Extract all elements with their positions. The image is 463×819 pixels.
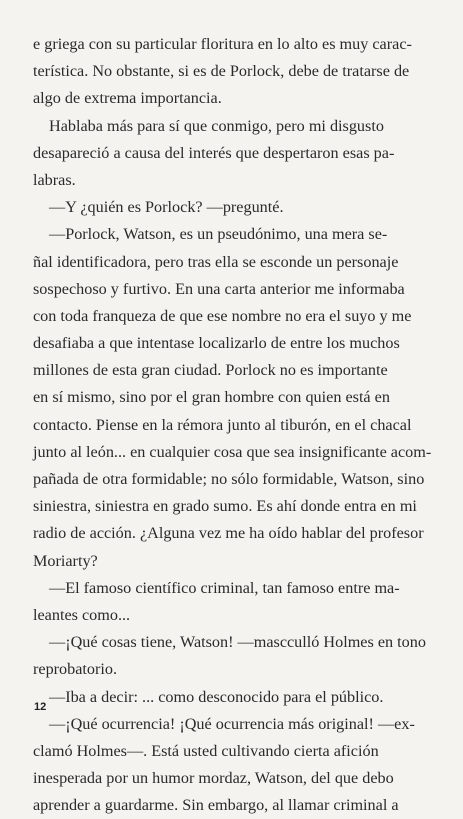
body-text: [33, 31, 437, 819]
text-line: inesperada por un humor mordaz, Watson, del que debo: [33, 769, 394, 788]
text-line: ñal identificadora, pero tras ella se esconde un personaje: [33, 252, 399, 271]
text-line: algo de extrema importancia.: [33, 89, 222, 108]
text-line: con toda franqueza de que ese nombre no era el suyo y me: [33, 306, 412, 325]
text-line: reprobatorio.: [33, 660, 118, 679]
text-line: sospechoso y furtivo. En una carta anterior me informaba: [33, 279, 405, 298]
text-line: contacto. Piense en la rémora junto al tiburón, en el chacal: [33, 415, 412, 434]
text-line: clamó Holmes—. Está usted cultivando cierta afición: [33, 741, 379, 760]
text-line: e griega con su particular floritura en lo alto es muy carac-: [33, 35, 412, 53]
text-line: radio de acción. ¿Alguna vez me ha oído hablar del profesor: [33, 524, 424, 543]
text-line: —El famoso científico criminal, tan famoso entre ma-: [49, 578, 400, 597]
text-line: desapareció a causa del interés que despertaron esas pa-: [33, 143, 395, 162]
text-line: labras.: [33, 170, 76, 189]
text-line: terística. No obstante, si es de Porlock, debe de tratarse de: [33, 62, 410, 81]
text-line: —¡Qué ocurrencia! ¡Qué ocurrencia más original! —ex-: [49, 714, 415, 733]
text-line: leantes como...: [33, 605, 131, 624]
text-line: millones de esta gran ciudad. Porlock no es importante: [33, 361, 388, 380]
text-line: Hablaba más para sí que conmigo, pero mi disgusto: [49, 116, 384, 135]
text-line: —Iba a decir: ... como desconocido para el público.: [49, 687, 384, 706]
text-line: —Porlock, Watson, es un pseudónimo, una mera se-: [49, 225, 388, 244]
text-line: junto al león... en cualquier cosa que sea insignificante acom-: [33, 442, 432, 461]
text-line: pañada de otra formidable; no sólo formidable, Watson, sino: [33, 470, 425, 488]
text-line: —Y ¿quién es Porlock? —pregunté.: [49, 198, 284, 217]
text-line: desafiaba a que intentase localizarlo de entre los muchos: [33, 334, 400, 353]
page-number: 12: [34, 701, 47, 713]
text-line: en sí mismo, sino por el gran hombre con quien está en: [33, 388, 390, 407]
text-line: aprender a guardarme. Sin embargo, al llamar criminal a: [33, 796, 399, 815]
text-line: —¡Qué cosas tiene, Watson! —mascculló Holmes en tono: [49, 633, 426, 652]
text-line: Moriarty?: [33, 551, 98, 570]
text-line: siniestra, siniestra en grado sumo. Es ahí donde entra en mi: [33, 497, 417, 516]
